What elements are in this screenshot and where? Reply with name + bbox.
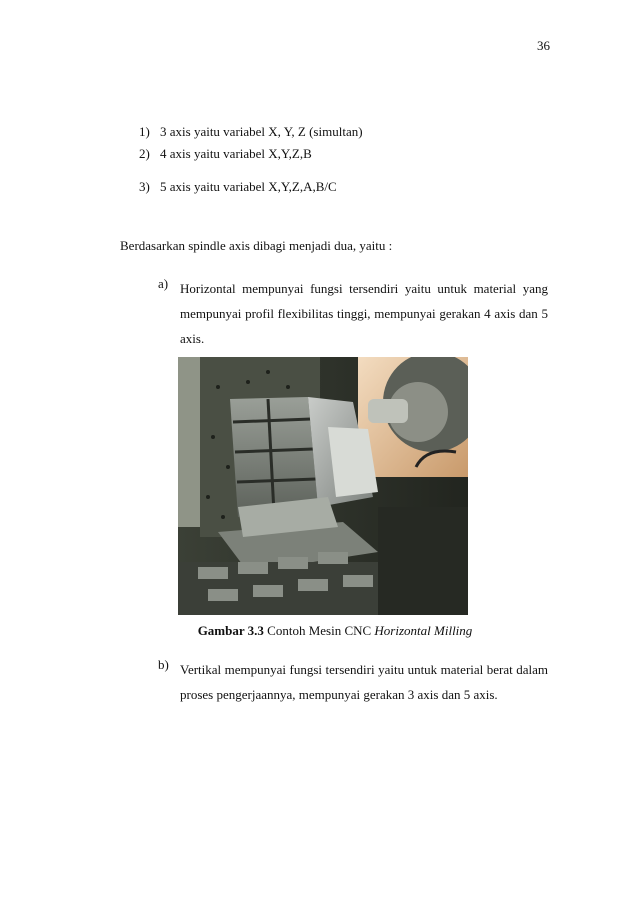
list-item-horizontal (158, 276, 548, 351)
list-item (139, 124, 363, 140)
figure-caption-text: Contoh Mesin CNC (267, 623, 372, 638)
figure-caption (120, 623, 550, 639)
list-item-text: 3 axis yaitu variabel X, Y, Z (simultan) (160, 124, 363, 139)
list-item-text: Horizontal mempunyai fungsi tersendiri yaitu untuk material yang mempunyai profil flexibilitas tinggi, mempunyai gerakan 4 axis dan 5 axis. (180, 281, 548, 346)
figure-label: Gambar 3.3 (197, 623, 264, 638)
list-item-vertical (158, 657, 548, 707)
figure-caption-italic: Horizontal Milling (374, 623, 473, 638)
list-marker: 2) (139, 146, 150, 161)
list-marker: 1) (139, 124, 150, 139)
page-number: 36 (537, 38, 550, 53)
list-marker: a) (158, 276, 169, 291)
list-marker: 3) (139, 179, 150, 194)
list-item-text: 4 axis yaitu variabel X,Y,Z,B (160, 146, 312, 161)
cnc-machine-photo (178, 357, 468, 615)
list-item-text: Vertikal mempunyai fungsi tersendiri yaitu untuk material berat dalam proses pengerjaannya, mempunyai gerakan 3 axis dan 5 axis. (180, 662, 548, 702)
intro-paragraph: Berdasarkan spindle axis dibagi menjadi dua, yaitu : (120, 238, 393, 253)
list-marker: b) (158, 657, 169, 672)
list-item-text: 5 axis yaitu variabel X,Y,Z,A,B/C (160, 179, 337, 194)
list-item (139, 179, 337, 195)
list-item (139, 146, 312, 162)
